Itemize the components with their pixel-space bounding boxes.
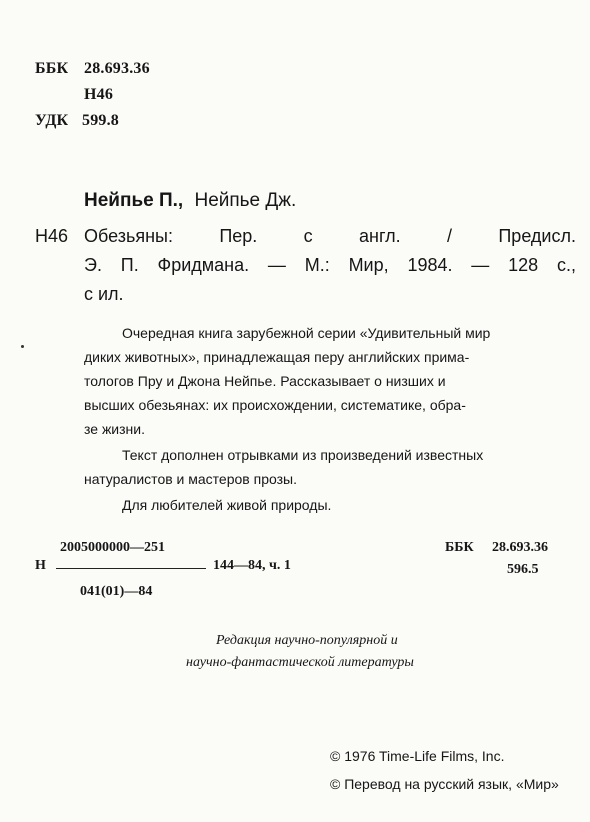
pub-code-order: 144—84, ч. 1: [213, 558, 291, 573]
bbk-label: ББК: [35, 60, 69, 77]
pub-code-numerator: 2005000000—251: [60, 540, 165, 555]
editorial-line-2: научно-фантастической литературы: [186, 655, 414, 670]
bbk-value: 28.693.36: [84, 60, 150, 77]
print-speck: [21, 345, 24, 348]
biblio-imprint-line: Э. П. Фридмана. — М.: Мир, 1984. — 128 с.,: [84, 255, 576, 275]
pub-code-denominator: 041(01)—84: [80, 584, 153, 599]
shelf-mark-code: Н46: [84, 86, 114, 103]
copyright-original: © 1976 Time-Life Films, Inc.: [330, 748, 505, 764]
annotation-line: Текст дополнен отрывками из произведений известных: [122, 447, 484, 463]
authors-line: [84, 190, 296, 212]
udk-value: 599.8: [82, 112, 119, 129]
annotation-line: зе жизни.: [84, 421, 145, 437]
biblio-shelf-mark: Н46: [35, 226, 69, 246]
editorial-line-1: Редакция научно-популярной и: [216, 633, 398, 648]
annotation-line: высших обезьянах: их происхождении, систематике, обра-: [84, 397, 466, 413]
pub-bbk-secondary: 596.5: [507, 562, 539, 577]
annotation-line: Очередная книга зарубежной серии «Удивительный мир: [122, 325, 491, 341]
author-secondary: Нейпье Дж.: [194, 190, 297, 211]
pub-bbk-value: 28.693.36: [492, 540, 548, 555]
annotation-line: натуралистов и мастеров прозы.: [84, 471, 297, 487]
pub-code-letter: Н: [35, 558, 46, 573]
biblio-title-line: Обезьяны: Пер. с англ. / Предисл.: [84, 226, 576, 246]
copyright-translation: © Перевод на русский язык, «Мир»: [330, 776, 559, 792]
pub-code-fraction-rule: [56, 568, 206, 569]
pub-bbk-label: ББК: [445, 540, 474, 555]
author-primary: Нейпье П.,: [84, 190, 184, 211]
annotation-line: тологов Пру и Джона Нейпье. Рассказывает о низших и: [84, 373, 446, 389]
annotation-line: диких животных», принадлежащая перу английских прима-: [84, 349, 470, 365]
annotation-line: Для любителей живой природы.: [122, 497, 332, 513]
biblio-illustrations-line: с ил.: [84, 284, 124, 304]
udk-label: УДК: [35, 112, 69, 129]
